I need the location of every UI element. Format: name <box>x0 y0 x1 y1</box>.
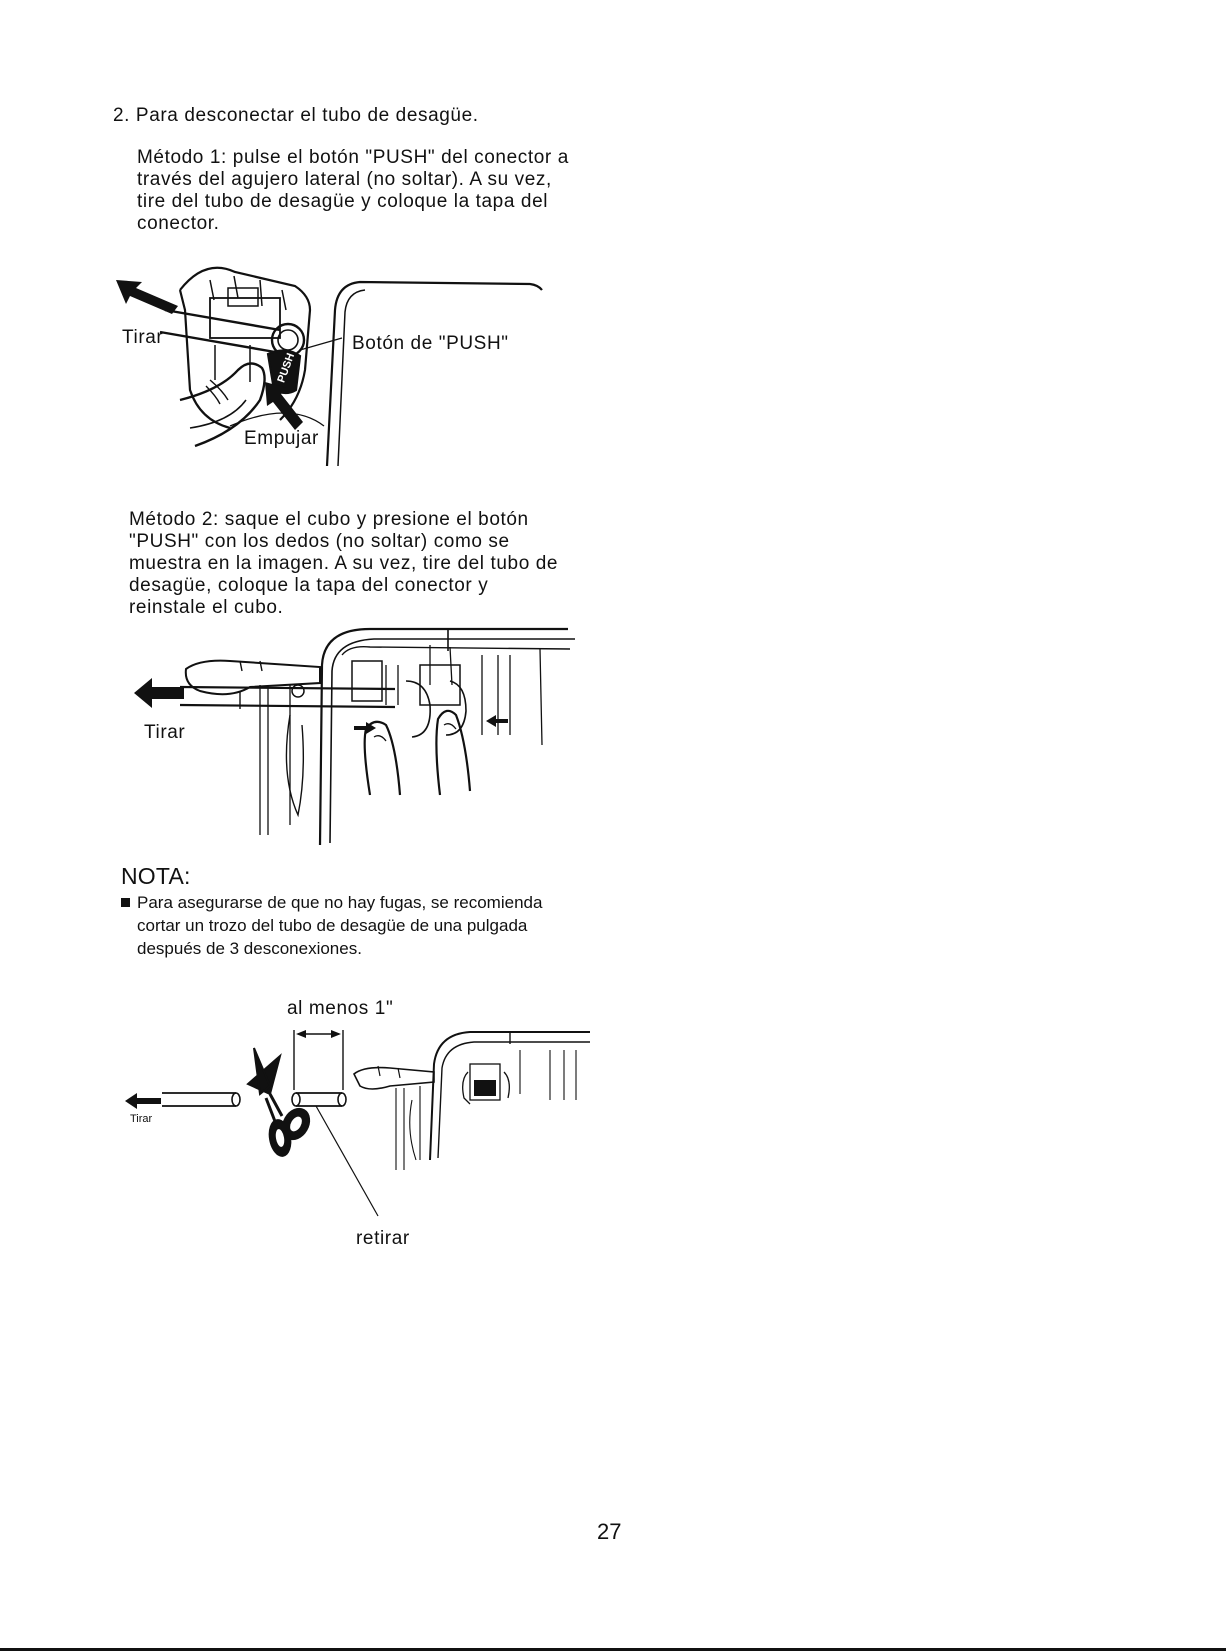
pull-label: Tirar <box>130 1113 153 1125</box>
bullet-icon <box>121 898 130 907</box>
pull-label: Tirar <box>122 327 164 348</box>
note-body <box>121 891 542 960</box>
method1-illustration <box>110 250 550 470</box>
method1-line: través del agujero lateral (no soltar). A su vez, <box>137 169 552 190</box>
note-line: cortar un trozo del tubo de desagüe de una pulgada <box>137 916 528 935</box>
method2-line: Método 2: saque el cubo y presione el botón <box>129 509 529 530</box>
push-mark: PUSH <box>275 351 298 385</box>
pull-label: Tirar <box>144 722 186 743</box>
method2-line: reinstale el cubo. <box>129 597 284 618</box>
push-button-label: Botón de "PUSH" <box>352 333 509 354</box>
method2-line: "PUSH" con los dedos (no soltar) como se <box>129 531 510 552</box>
length-label: al menos 1" <box>287 998 394 1019</box>
note-illustration <box>120 996 590 1256</box>
up-left-arrow-icon <box>265 382 305 430</box>
page-number: 27 <box>597 1519 622 1544</box>
push-label: Empujar <box>244 428 319 449</box>
method2-line: desagüe, coloque la tapa del conector y <box>129 575 489 596</box>
left-arrow-icon <box>116 278 178 314</box>
left-arrow-icon <box>486 715 508 727</box>
method2-illustration <box>130 625 580 845</box>
method2-line: muestra en la imagen. A su vez, tire del tubo de <box>129 553 559 574</box>
left-arrow-icon <box>134 678 184 708</box>
method2-paragraph <box>129 509 558 619</box>
note-line: después de 3 desconexiones. <box>137 939 362 958</box>
method1-line: Método 1: pulse el botón "PUSH" del conector a <box>137 147 569 168</box>
remove-label: retirar <box>356 1228 410 1249</box>
method1-line: conector. <box>137 213 220 234</box>
method1-line: tire del tubo de desagüe y coloque la tapa del <box>137 191 549 212</box>
note-title: NOTA: <box>121 863 191 889</box>
section-heading: 2. Para desconectar el tubo de desagüe. <box>113 105 479 126</box>
right-arrow-icon <box>354 722 376 734</box>
left-arrow-icon <box>125 1093 161 1109</box>
method1-paragraph <box>137 147 569 235</box>
note-line: Para asegurarse de que no hay fugas, se recomienda <box>121 891 542 914</box>
